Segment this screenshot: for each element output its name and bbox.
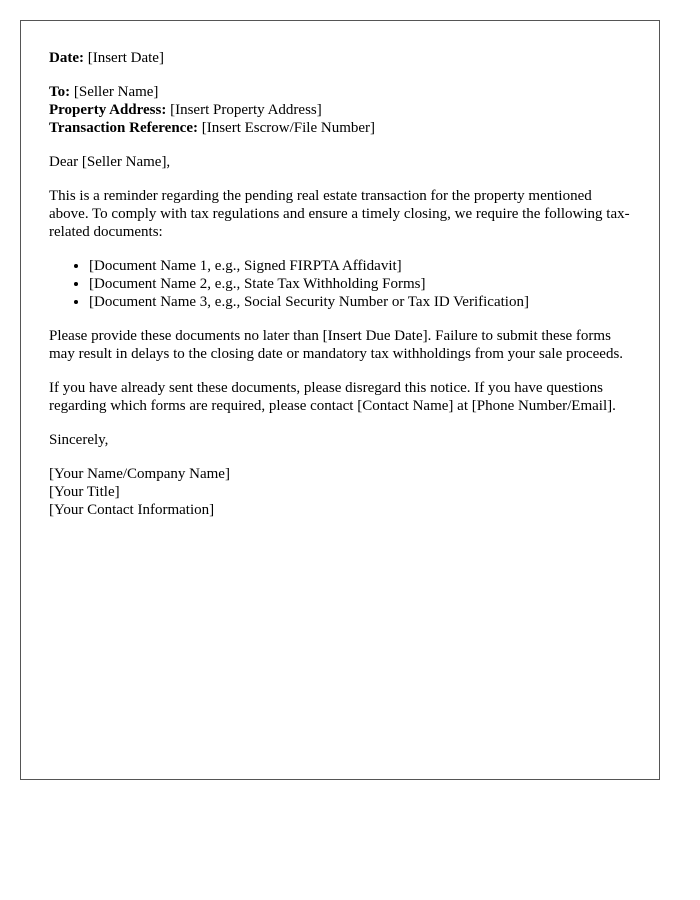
transaction-reference-value: [Insert Escrow/File Number]	[201, 120, 376, 136]
transaction-reference-label: Transaction Reference:	[49, 120, 198, 136]
signature-title: [Your Title]	[49, 484, 120, 500]
transaction-reference-line	[49, 119, 631, 137]
salutation: Dear [Seller Name],	[49, 154, 171, 170]
intro-paragraph: This is a reminder regarding the pending real estate transaction for the property mentioned above. To comply with tax regulations and ensure a timely closing, we require the following tax-related documents:	[49, 188, 630, 240]
signature-name: [Your Name/Company Name]	[49, 466, 230, 482]
property-address-value: [Insert Property Address]	[170, 102, 322, 118]
recipient-block	[49, 83, 631, 137]
document-list	[49, 257, 631, 311]
date-label: Date:	[49, 50, 84, 66]
list-item: • [Document Name 1, e.g., Signed FIRPTA Affidavit]	[89, 257, 631, 275]
to-value: [Seller Name]	[73, 84, 159, 100]
property-address-label: Property Address:	[49, 102, 167, 118]
list-item: • [Document Name 3, e.g., Social Security Number or Tax ID Verification]	[89, 293, 631, 311]
closing: Sincerely,	[49, 432, 109, 448]
deadline-paragraph: Please provide these documents no later than [Insert Due Date]. Failure to submit these forms may result in delays to the closing date or mandatory tax withholdings from your sale proceeds.	[49, 328, 624, 362]
date-value: [Insert Date]	[87, 50, 164, 66]
list-item: • [Document Name 2, e.g., State Tax Withholding Forms]	[89, 275, 631, 293]
letter-page	[20, 20, 660, 780]
signature-block	[49, 465, 631, 519]
to-line	[49, 83, 631, 101]
property-address-line	[49, 101, 631, 119]
to-label: To:	[49, 84, 71, 100]
signature-contact: [Your Contact Information]	[49, 502, 215, 518]
date-line	[49, 49, 631, 67]
followup-paragraph: If you have already sent these documents, please disregard this notice. If you have questions regarding which forms are required, please contact [Contact Name] at [Phone Number/Email].	[49, 380, 616, 414]
